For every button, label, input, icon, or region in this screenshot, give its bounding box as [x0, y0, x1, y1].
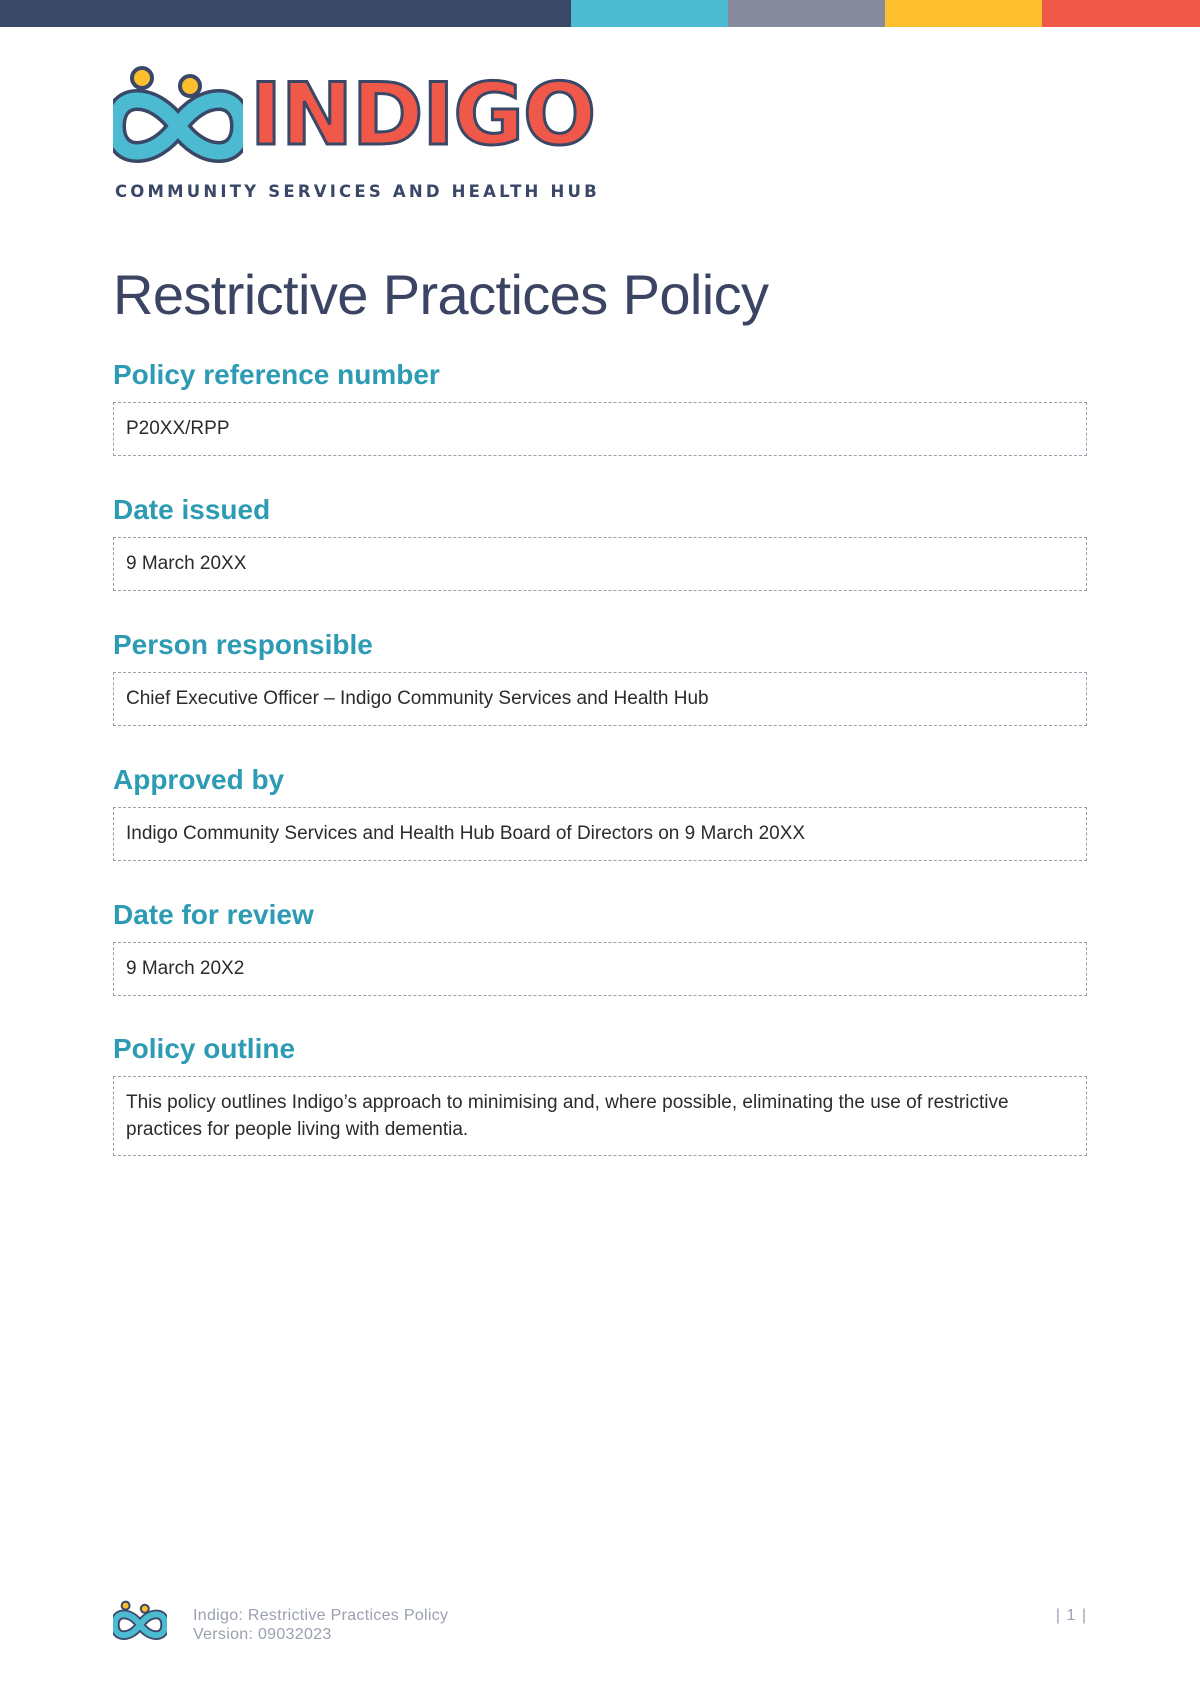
policy-outline-field: This policy outlines Indigo’s approach to minimising and, where possible, eliminating the use of restrictive practices for people living with dementia.	[113, 1076, 1087, 1156]
section-policy-reference	[113, 358, 1087, 456]
indigo-logo	[113, 64, 600, 204]
top-bar-segment-yellow	[885, 0, 1042, 27]
approved-by-field: Indigo Community Services and Health Hub Board of Directors on 9 March 20XX	[113, 807, 1087, 861]
logo-subtitle: COMMUNITY SERVICES AND HEALTH HUB	[115, 182, 600, 201]
section-heading: Policy outline	[113, 1033, 296, 1064]
top-bar-segment-teal	[571, 0, 728, 27]
section-policy-outline	[113, 1032, 1087, 1156]
infinity-people-icon	[113, 1600, 167, 1644]
section-date-issued	[113, 493, 1087, 591]
section-heading: Date issued	[113, 494, 271, 525]
policy-reference-field: P20XX/RPP	[113, 402, 1087, 456]
section-person-responsible	[113, 628, 1087, 726]
page-number: | 1 |	[1055, 1607, 1087, 1624]
footer-title: Indigo: Restrictive Practices Policy	[193, 1607, 449, 1624]
top-color-bar	[0, 0, 1200, 27]
top-bar-segment-navy	[0, 0, 571, 27]
footer-logo	[113, 1600, 167, 1644]
section-heading: Date for review	[113, 899, 314, 930]
date-issued-field: 9 March 20XX	[113, 537, 1087, 591]
page-title: Restrictive Practices Policy	[113, 263, 769, 326]
date-for-review-field: 9 March 20X2	[113, 942, 1087, 996]
section-approved-by	[113, 763, 1087, 861]
person-responsible-field: Chief Executive Officer – Indigo Community Services and Health Hub	[113, 672, 1087, 726]
section-heading: Approved by	[113, 764, 285, 795]
section-heading: Policy reference number	[113, 359, 440, 390]
section-date-for-review	[113, 898, 1087, 996]
infinity-people-icon	[113, 64, 243, 174]
footer-text	[193, 1606, 448, 1644]
section-heading: Person responsible	[113, 629, 373, 660]
footer-version: Version: 09032023	[193, 1626, 332, 1643]
logo-wordmark: INDIGO	[250, 65, 596, 165]
top-bar-segment-red	[1042, 0, 1200, 27]
top-bar-segment-grey	[728, 0, 885, 27]
